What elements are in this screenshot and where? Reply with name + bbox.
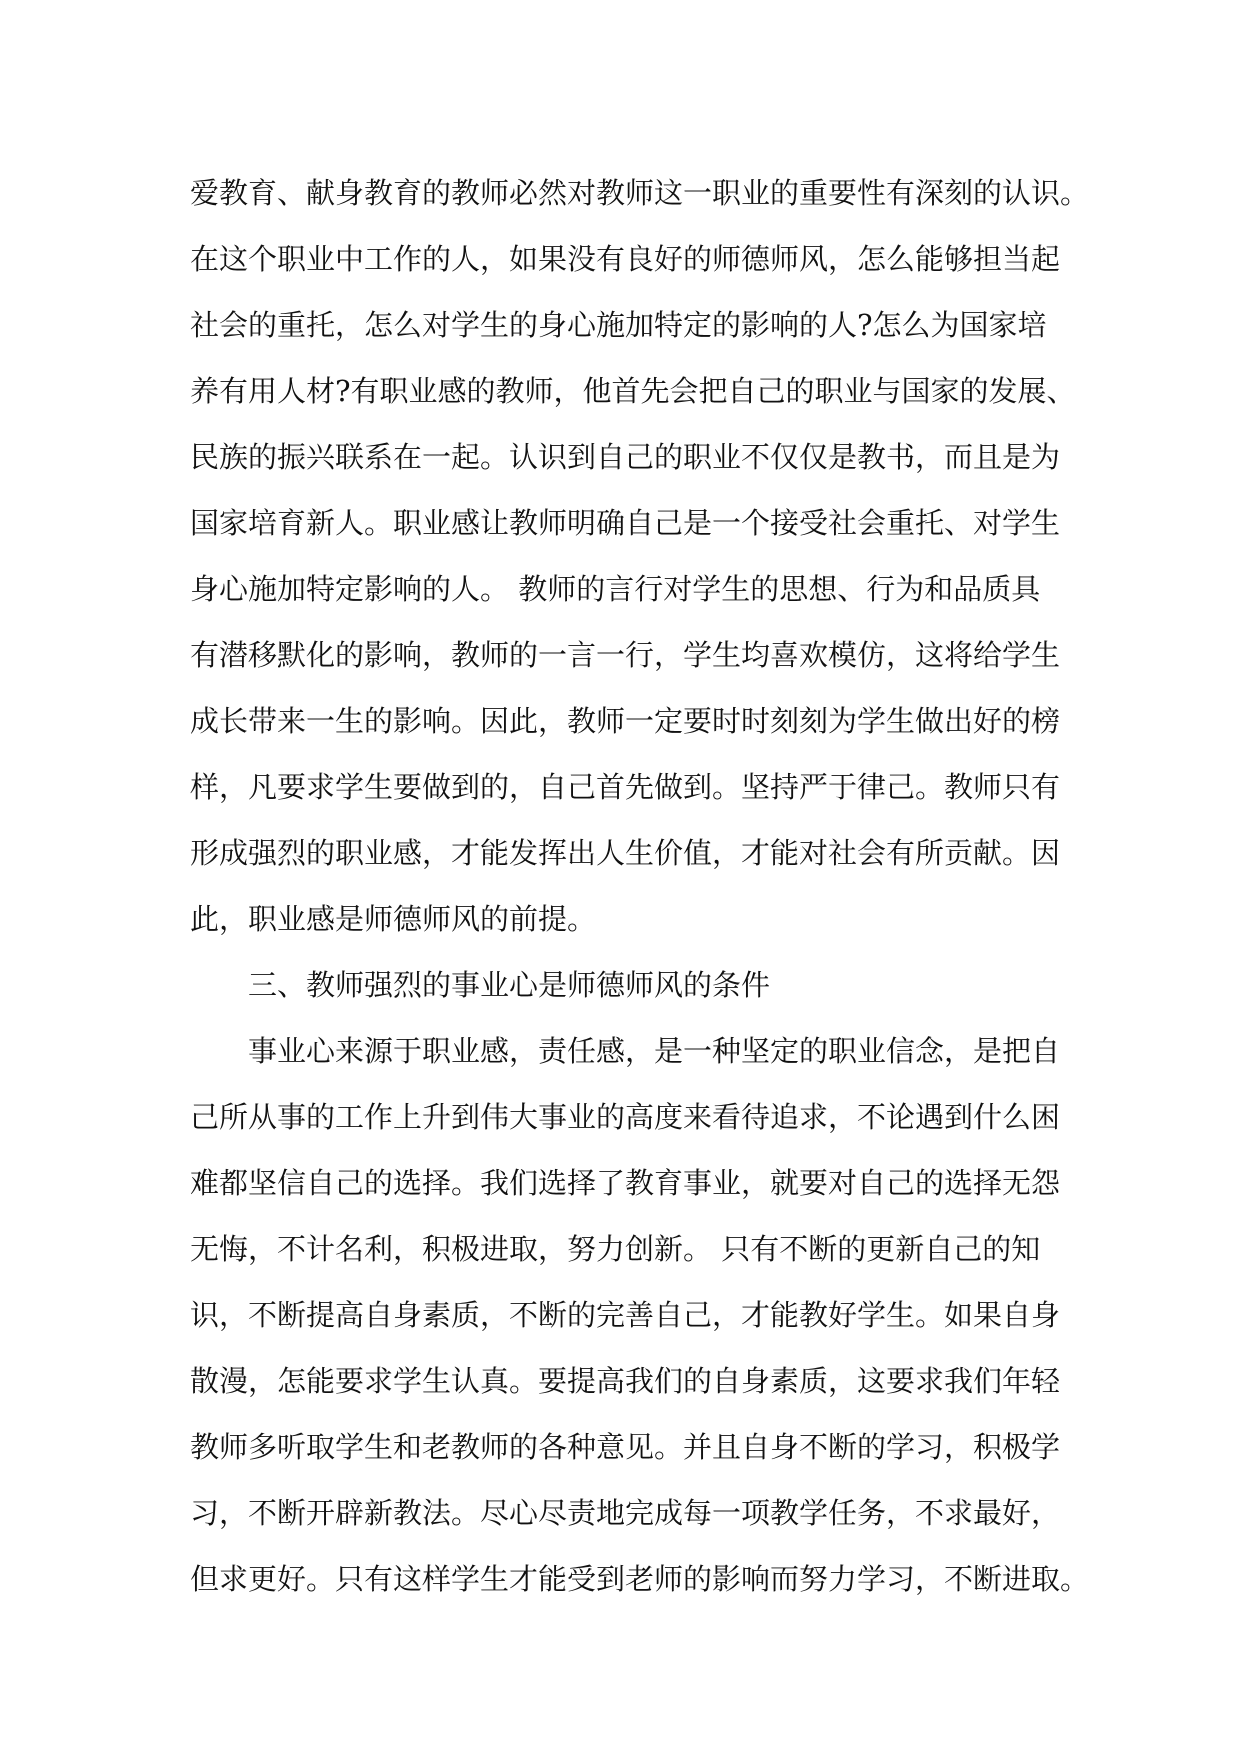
section-heading: 三、教师强烈的事业心是师德师风的条件 <box>248 968 771 1002</box>
text-line: 样，凡要求学生要做到的，自己首先做到。坚持严于律己。教师只有 <box>190 770 1061 804</box>
document-body <box>190 160 1090 1612</box>
text-line: 社会的重托，怎么对学生的身心施加特定的影响的人?怎么为国家培 <box>190 308 1047 342</box>
text-line: 养有用人材?有职业感的教师，他首先会把自己的职业与国家的发展、 <box>190 374 1076 408</box>
text-line: 民族的振兴联系在一起。认识到自己的职业不仅仅是教书，而且是为 <box>190 440 1061 474</box>
text-line: 散漫，怎能要求学生认真。要提高我们的自身素质，这要求我们年轻 <box>190 1364 1061 1398</box>
text-line: 国家培育新人。职业感让教师明确自己是一个接受社会重托、对学生 <box>190 506 1061 540</box>
text-line: 习，不断开辟新教法。尽心尽责地完成每一项教学任务，不求最好， <box>190 1496 1061 1530</box>
text-line: 形成强烈的职业感，才能发挥出人生价值，才能对社会有所贡献。因 <box>190 836 1061 870</box>
text-line: 教师多听取学生和老教师的各种意见。并且自身不断的学习，积极学 <box>190 1430 1061 1464</box>
text-line: 有潜移默化的影响，教师的一言一行，学生均喜欢模仿，这将给学生 <box>190 638 1061 672</box>
text-line: 此，职业感是师德师风的前提。 <box>190 902 597 936</box>
text-line: 难都坚信自己的选择。我们选择了教育事业，就要对自己的选择无怨 <box>190 1166 1061 1200</box>
text-line: 己所从事的工作上升到伟大事业的高度来看待追求，不论遇到什么困 <box>190 1100 1061 1134</box>
text-line: 在这个职业中工作的人，如果没有良好的师德师风，怎么能够担当起 <box>190 242 1061 276</box>
text-line: 识，不断提高自身素质，不断的完善自己，才能教好学生。如果自身 <box>190 1298 1061 1332</box>
text-line: 身心施加特定影响的人。 教师的言行对学生的思想、行为和品质具 <box>190 572 1041 606</box>
text-line: 成长带来一生的影响。因此，教师一定要时时刻刻为学生做出好的榜 <box>190 704 1061 738</box>
text-line: 无悔，不计名利，积极进取，努力创新。 只有不断的更新自己的知 <box>190 1232 1041 1266</box>
paragraph-first-line: 事业心来源于职业感，责任感，是一种坚定的职业信念，是把自 <box>248 1034 1061 1068</box>
text-line: 但求更好。只有这样学生才能受到老师的影响而努力学习，不断进取。 <box>190 1562 1090 1596</box>
text-line: 爱教育、献身教育的教师必然对教师这一职业的重要性有深刻的认识。 <box>190 176 1090 210</box>
